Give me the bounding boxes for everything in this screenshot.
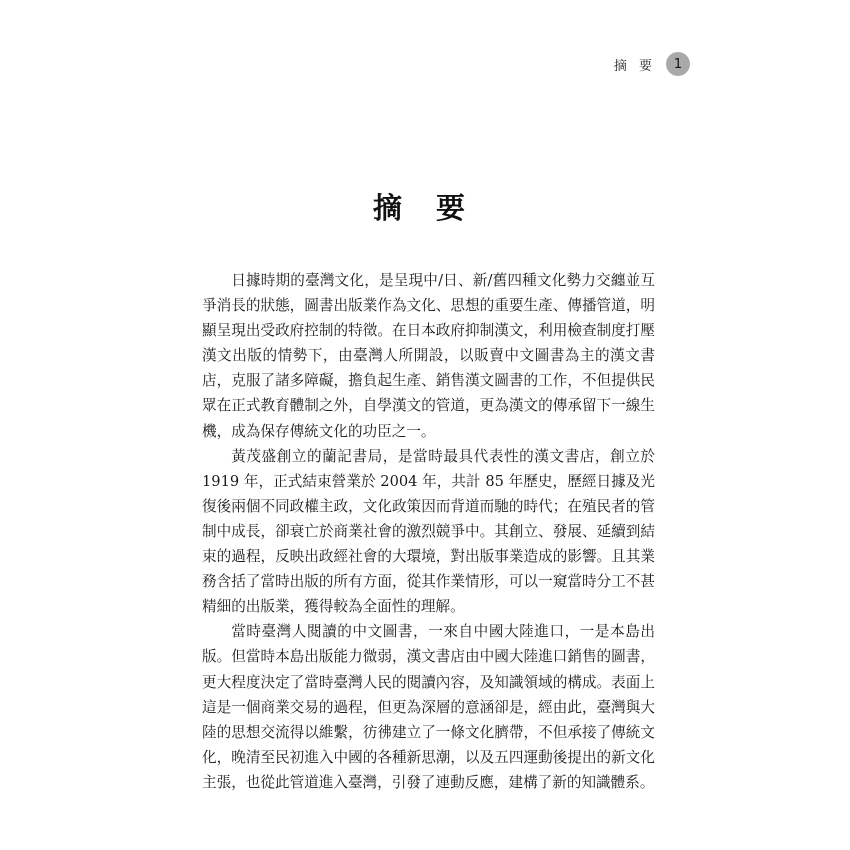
abstract-body <box>202 268 655 795</box>
page-number-badge: 1 <box>666 52 690 76</box>
paragraph-1: 日據時期的臺灣文化，是呈現中/日、新/舊四種文化勢力交纏並互爭消長的狀態，圖書出版業作為文化、思想的重要生產、傳播管道，明顯呈現出受政府控制的特徵。在日本政府抑制漢文，利用檢查制度打壓漢文出版的情勢下，由臺灣人所開設，以販賣中文圖書為主的漢文書店，克服了諸多障礙，擔負起生產、銷售漢文圖書的工作，不但提供民眾在正式教育體制之外，自學漢文的管道，更為漢文的傳承留下一線生機，成為保存傳統文化的功臣之一。 <box>202 272 655 440</box>
page-title: 摘 要 <box>372 191 478 225</box>
running-header <box>614 52 690 76</box>
header-section-label: 摘 要 <box>613 58 656 74</box>
paragraph-2: 黃茂盛創立的蘭記書局，是當時最具代表性的漢文書店，創立於 1919 年，正式結束營業於 2004 年，共計 85 年歷史，歷經日據及光復後兩個不同政權主政，文化政策因而背道而馳的時代；在殖民者的管制中成長，卻衰亡於商業社會的激烈競爭中。其創立、發展、延續到結束的過程，反映出政經社會的大環境，對出版事業造成的影響。且其業務含括了當時出版的所有方面，從其作業情形，可以一窺當時分工不甚精細的出版業，獲得較為全面性的理解。 <box>202 447 655 616</box>
paragraph-3: 當時臺灣人閱讀的中文圖書，一來自中國大陸進口，一是本島出版。但當時本島出版能力微弱，漢文書店由中國大陸進口銷售的圖書，更大程度決定了當時臺灣人民的閱讀內容，及知識領域的構成。表面上這是一個商業交易的過程，但更為深層的意涵卻是，經由此，臺灣與大陸的思想交流得以維繫，彷彿建立了一條文化臍帶，不但承接了傳統文化，晚清至民初進入中國的各種新思潮，以及五四運動後提出的新文化主張，也從此管道進入臺灣，引發了連動反應，建構了新的知識體系。 <box>202 623 655 791</box>
